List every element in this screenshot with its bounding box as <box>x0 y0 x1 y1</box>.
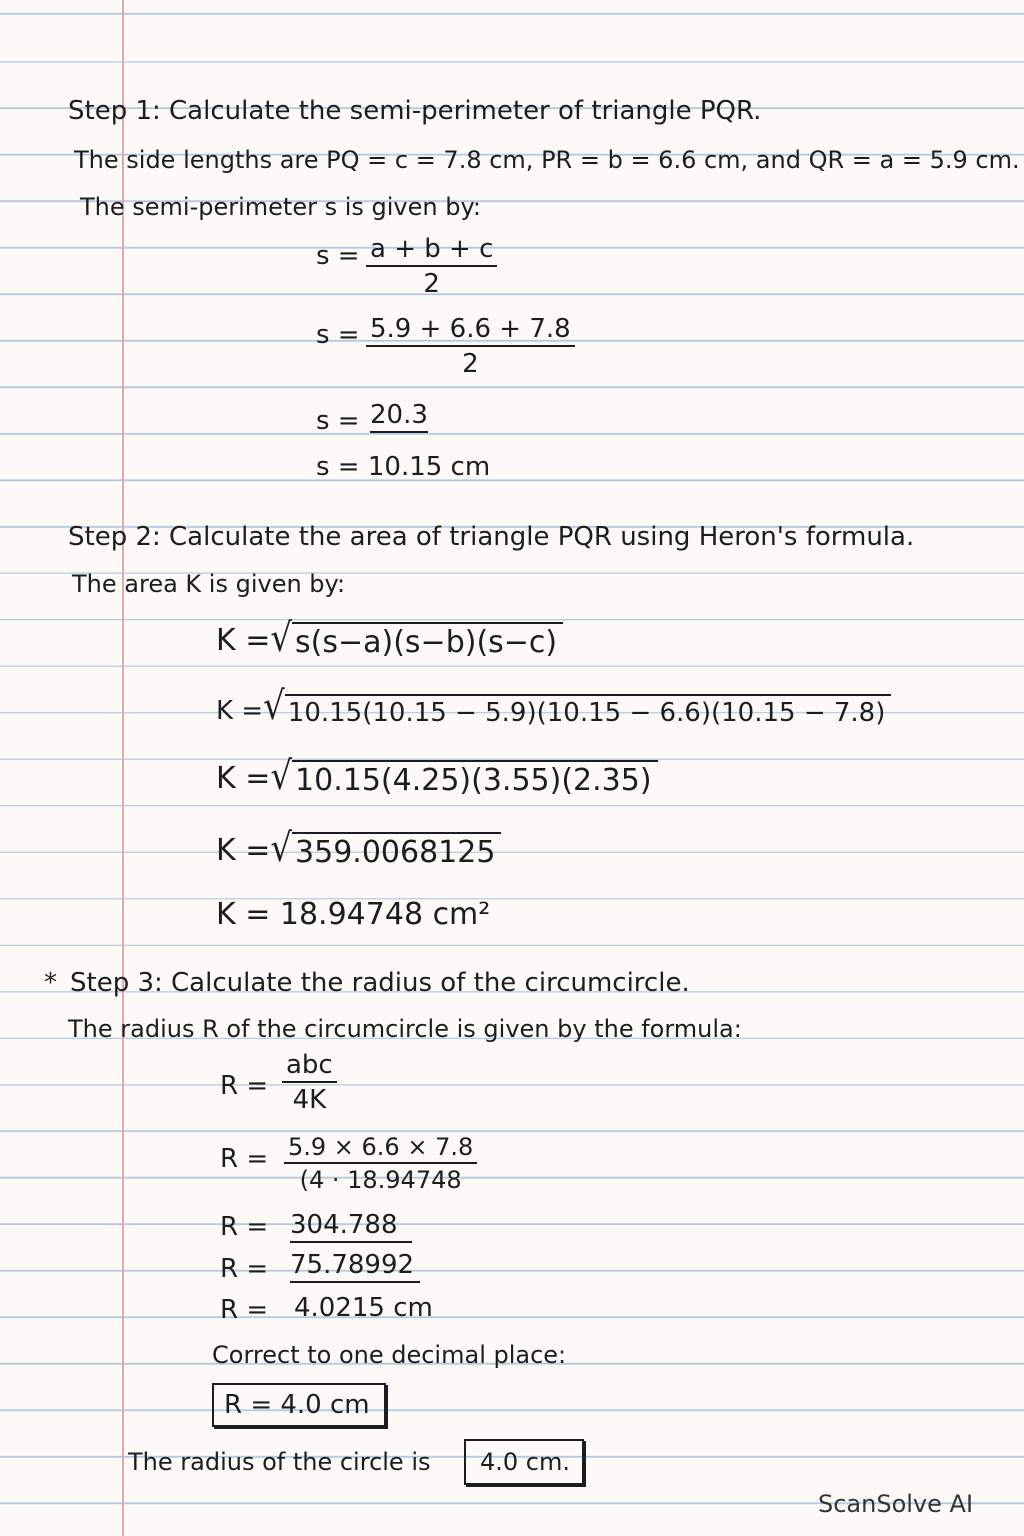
step2-eq1-lhs: K = <box>216 623 271 658</box>
step2-eq2-lhs: K = <box>216 696 264 726</box>
step3-eq2-numerator: 5.9 × 6.6 × 7.8 <box>284 1135 477 1164</box>
margin-line <box>122 0 124 1536</box>
step3-eq3-value: 304.788 <box>290 1212 412 1243</box>
step3-eq2-lhs: R = <box>220 1144 269 1174</box>
step1-side-lengths: The side lengths are PQ = c = 7.8 cm, PR = b = 6.6 cm, and QR = a = 5.9 cm. <box>74 146 1020 174</box>
step3-eq1-fraction <box>282 1052 337 1115</box>
step1-eq3-value: 20.3 <box>370 402 428 433</box>
final-statement: The radius of the circle is <box>128 1448 431 1476</box>
sqrt-icon: √ <box>270 825 293 872</box>
step3-title: Step 3: Calculate the radius of the circumcircle. <box>70 968 690 998</box>
step3-eq2-fraction <box>284 1135 477 1193</box>
step3-eq1-numerator: abc <box>282 1052 337 1083</box>
step1-eq1-numerator: a + b + c <box>366 236 497 267</box>
step1-eq4: s = 10.15 cm <box>316 452 491 482</box>
step3-eq1-lhs: R = <box>220 1071 269 1101</box>
step3-eq5-lhs: R = <box>220 1295 269 1325</box>
step2-eq4-radicand: 359.0068125 <box>292 832 501 868</box>
step2-intro: The area K is given by: <box>72 570 346 598</box>
step2-title: Step 2: Calculate the area of triangle PQR using Heron's formula. <box>68 522 915 552</box>
step2-eq2 <box>216 683 891 730</box>
step2-eq1-radicand: s(s−a)(s−b)(s−c) <box>292 622 563 658</box>
step3-eq1-denominator: 4K <box>292 1085 327 1116</box>
step1-eq2-fraction <box>366 316 575 379</box>
step1-eq1-denominator: 2 <box>423 269 440 300</box>
step3-correct-line: Correct to one decimal place: <box>212 1341 567 1369</box>
step2-eq2-radicand: 10.15(10.15 − 5.9)(10.15 − 6.6)(10.15 − 7.8) <box>285 694 892 726</box>
step1-eq2-lhs: s = <box>316 320 360 350</box>
step2-eq3-radicand: 10.15(4.25)(3.55)(2.35) <box>292 760 658 796</box>
step1-eq2-numerator: 5.9 + 6.6 + 7.8 <box>366 316 575 347</box>
step1-title: Step 1: Calculate the semi-perimeter of triangle PQR. <box>68 96 762 126</box>
step2-eq5: K = 18.94748 cm² <box>216 897 491 932</box>
step2-eq1 <box>216 615 563 662</box>
step1-eq2-denominator: 2 <box>462 349 479 380</box>
step3-intro: The radius R of the circumcircle is given by the formula: <box>68 1015 742 1043</box>
step3-eq5-value: 4.0215 cm <box>294 1293 433 1323</box>
watermark: ScanSolve AI <box>818 1490 974 1518</box>
step2-eq3-lhs: K = <box>216 761 271 796</box>
step1-eq3-lhs: s = <box>316 406 360 436</box>
step3-eq2-denominator: (4 · 18.94748 <box>299 1166 462 1195</box>
step3-eq3-lhs: R = <box>220 1212 269 1242</box>
step3-eq4-value: 75.78992 <box>290 1252 420 1283</box>
step2-eq3 <box>216 753 658 800</box>
sqrt-icon: √ <box>270 753 293 800</box>
step3-eq4-lhs: R = <box>220 1254 269 1284</box>
sqrt-icon: √ <box>270 615 293 662</box>
step3-star: * <box>44 968 57 998</box>
step1-eq1-fraction <box>366 236 497 299</box>
sqrt-icon: √ <box>263 683 285 730</box>
step1-eq1-lhs: s = <box>316 241 360 271</box>
boxed-answer: R = 4.0 cm <box>212 1383 386 1427</box>
step2-eq4 <box>216 825 501 872</box>
step1-intro: The semi-perimeter s is given by: <box>80 193 482 221</box>
step2-eq4-lhs: K = <box>216 833 271 868</box>
final-boxed-answer: 4.0 cm. <box>464 1439 584 1485</box>
